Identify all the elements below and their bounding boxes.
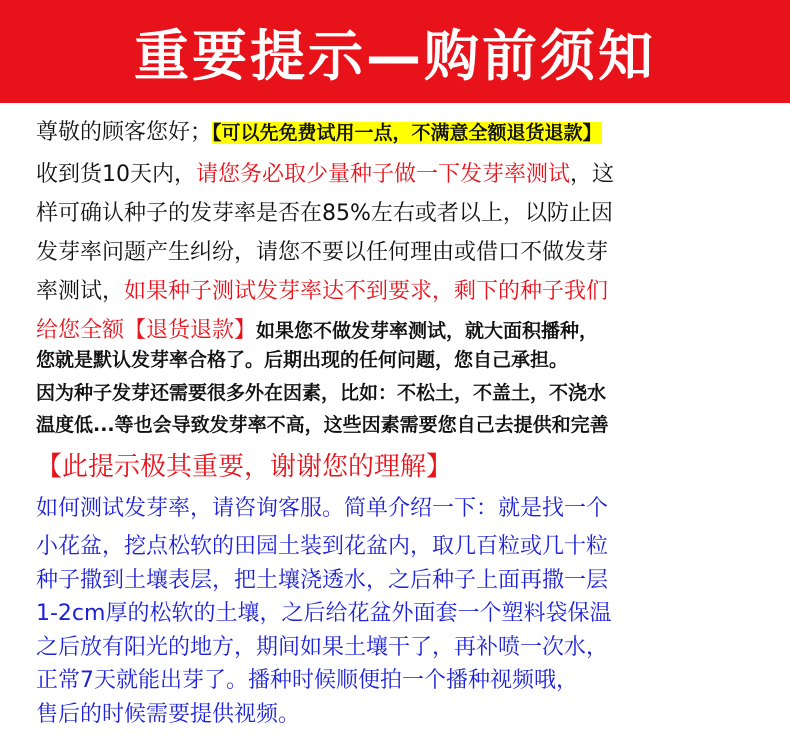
free-trial-highlight: 【可以先免费试用一点，不满意全额退货退款】	[212, 122, 602, 144]
text-span: ，这	[570, 162, 615, 187]
greeting-text: 尊敬的顾客您好；	[36, 120, 213, 145]
text-line-11	[36, 494, 608, 524]
text-span: 小花盆，挖点松软的田园土装到花盆内，取几百粒或几十粒	[36, 534, 609, 559]
text-line-1	[36, 118, 602, 148]
text-span: 1-2cm厚的松软的土壤，之后给花盆外面套一个塑料袋保温	[36, 601, 612, 626]
text-span: 您就是默认发芽率合格了。后期出现的任何问题，您自己承担。	[36, 349, 569, 371]
text-line-3	[36, 199, 613, 229]
text-line-4	[36, 238, 608, 268]
text-span: 收到货10天内，	[36, 162, 196, 187]
text-span: 样可确认种子的发芽率是否在85%左右或者以上，以防止因	[36, 201, 613, 226]
test-request-red-text: 请您务必取少量种子做一下发芽率测试	[196, 162, 571, 187]
text-span: 【此提示极其重要，谢谢您的理解】	[36, 452, 453, 482]
text-span: 之后放有阳光的地方，期间如果土壤干了，再补喷一次水，	[36, 635, 609, 660]
text-line-5	[36, 277, 608, 307]
text-line-9	[36, 410, 609, 440]
refund-condition-red-text: 如果种子测试发芽率达不到要求，剩下的种子我们	[124, 279, 609, 304]
text-line-15	[36, 633, 608, 663]
text-span: 发芽率问题产生纠纷，请您不要以任何理由或借口不做发芽	[36, 240, 609, 265]
text-span: 率测试，	[36, 279, 125, 304]
text-line-14	[36, 599, 611, 629]
text-line-12	[36, 532, 608, 562]
text-line-2	[36, 160, 614, 190]
text-span: 如何测试发芽率，请咨询客服。简单介绍一下：就是找一个	[36, 496, 609, 521]
text-span: 售后的时候需要提供视频。	[36, 702, 301, 727]
header-banner	[0, 0, 790, 103]
text-span: 温度低...等也会导致发芽率不高，这些因素需要您自己去提供和完善	[36, 414, 609, 436]
refund-red-text: 给您全额【退货退款】	[36, 318, 257, 343]
text-line-7	[36, 345, 568, 375]
text-line-16	[36, 666, 578, 696]
text-line-17	[36, 700, 300, 730]
text-span: 如果您不做发芽率测试，就大面积播种，	[256, 320, 599, 342]
text-span: 正常7天就能出芽了。播种时候顺便拍一个播种视频哦，	[36, 668, 578, 693]
text-line-8	[36, 378, 606, 408]
text-span: 因为种子发芽还需要很多外在因素，比如：不松土，不盖土，不浇水	[36, 382, 607, 404]
page-title: 重要提示—购前须知	[133, 24, 656, 88]
text-line-6	[36, 316, 598, 346]
important-notice	[36, 450, 452, 484]
text-line-13	[36, 566, 608, 596]
text-span: 种子撒到土壤表层，把土壤浇透水，之后种子上面再撒一层	[36, 568, 609, 593]
